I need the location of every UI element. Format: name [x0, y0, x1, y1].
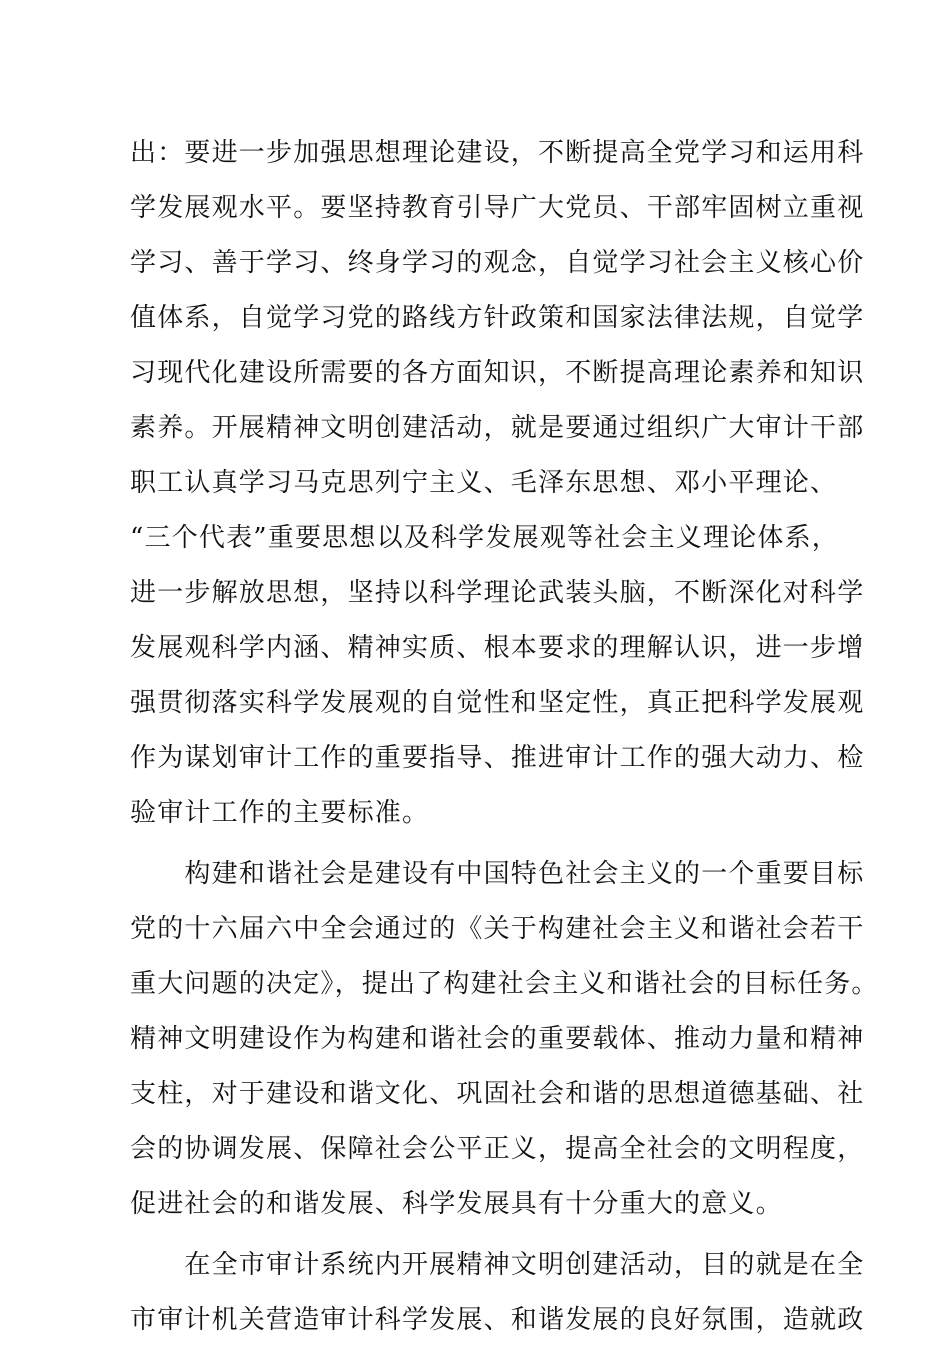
- text-line: 职工认真学习马克思列宁主义、毛泽东思想、邓小平理论、: [130, 468, 838, 498]
- text-line: 市审计机关营造审计科学发展、和谐发展的良好氛围，造就政: [130, 1305, 865, 1335]
- text-line: 党的十六届六中全会通过的《关于构建社会主义和谐社会若干: [130, 914, 865, 944]
- text-line: “三个代表”重要思想以及科学发展观等社会主义理论体系，: [130, 523, 839, 553]
- text-line: 出：要进一步加强思想理论建设，不断提高全党学习和运用科: [130, 138, 865, 168]
- text-line: 素养。开展精神文明创建活动，就是要通过组织广大审计干部: [130, 413, 865, 443]
- text-line: 支柱，对于建设和谐文化、巩固社会和谐的思想道德基础、社: [130, 1079, 865, 1109]
- text-line: 发展观科学内涵、精神实质、根本要求的理解认识，进一步增: [130, 633, 865, 663]
- text-line: 值体系，自觉学习党的路线方针政策和国家法律法规，自觉学: [130, 303, 865, 333]
- text-line: 验审计工作的主要标准。: [130, 798, 430, 828]
- text-line: 作为谋划审计工作的重要指导、推进审计工作的强大动力、检: [130, 743, 865, 773]
- text-line: 学习、善于学习、终身学习的观念，自觉学习社会主义核心价: [130, 248, 865, 278]
- text-line: 重大问题的决定》，提出了构建社会主义和谐社会的目标任务。: [130, 969, 879, 999]
- text-line: 进一步解放思想，坚持以科学理论武装头脑，不断深化对科学: [130, 578, 865, 608]
- document-body: [130, 126, 879, 1348]
- text-line: 精神文明建设作为构建和谐社会的重要载体、推动力量和精神: [130, 1024, 865, 1054]
- text-line: 强贯彻落实科学发展观的自觉性和坚定性，真正把科学发展观: [130, 688, 865, 718]
- text-line: 在全市审计系统内开展精神文明创建活动，目的就是在全: [130, 1250, 865, 1280]
- text-line: 学发展观水平。要坚持教育引导广大党员、干部牢固树立重视: [130, 193, 865, 223]
- paragraph-2: [130, 847, 879, 1232]
- paragraph-1: [130, 126, 865, 841]
- text-line: 促进社会的和谐发展、科学发展具有十分重大的意义。: [130, 1189, 783, 1219]
- text-line: 习现代化建设所需要的各方面知识，不断提高理论素养和知识: [130, 358, 865, 388]
- text-line: 会的协调发展、保障社会公平正义，提高全社会的文明程度，: [130, 1134, 865, 1164]
- text-line: 构建和谐社会是建设有中国特色社会主义的一个重要目标: [130, 859, 865, 889]
- paragraph-3: [130, 1238, 865, 1348]
